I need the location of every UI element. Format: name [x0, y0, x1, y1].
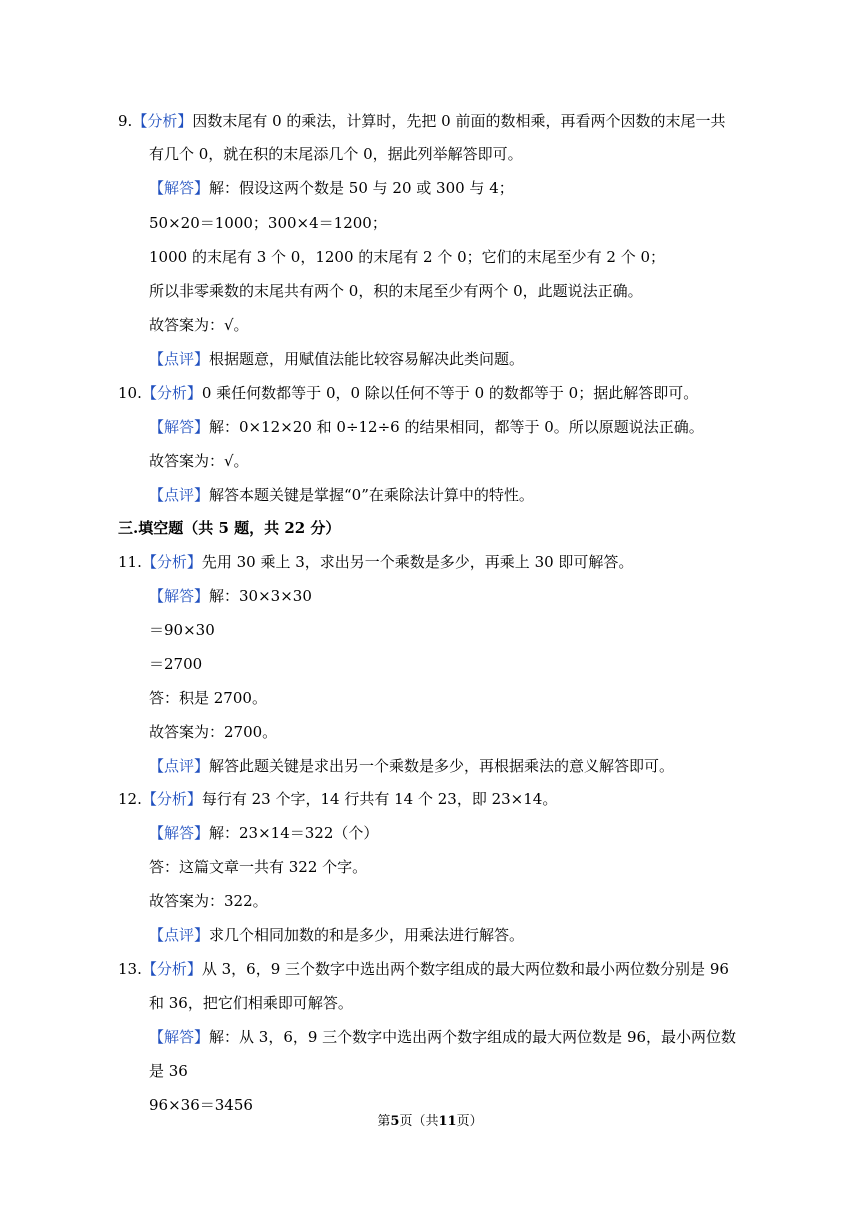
footer-page-number: 5 [390, 1114, 400, 1129]
q12-result: 故答案为：322。 [149, 892, 268, 910]
comment-tag: 【点评】 [149, 486, 210, 504]
comment-tag: 【点评】 [149, 926, 210, 944]
comment-tag: 【点评】 [149, 757, 210, 775]
q9-calc-3: 所以非零乘数的末尾共有两个 0，积的末尾至少有两个 0，此题说法正确。 [149, 282, 643, 300]
q9-answer-text: 解：假设这两个数是 50 与 20 或 300 与 4； [209, 179, 514, 197]
q13-analysis-line [118, 958, 729, 980]
q13-number: 13. [118, 960, 142, 978]
analysis-tag: 【分析】 [132, 112, 193, 130]
q13-calc: 96×36＝3456 [149, 1096, 253, 1114]
q9-number: 9. [118, 112, 133, 130]
q13-answer-text: 解：从 3，6，9 三个数字中选出两个数字组成的最大两位数是 96，最小两位数 [209, 1028, 737, 1046]
answer-tag: 【解答】 [149, 824, 210, 842]
q10-analysis-line [118, 382, 698, 404]
q11-step-2: ＝2700 [149, 655, 203, 673]
q13-answer-cont: 是 36 [149, 1062, 188, 1080]
q9-comment-line [149, 348, 524, 370]
footer-middle: 页（共 [399, 1114, 439, 1129]
footer-total-pages: 11 [438, 1114, 457, 1129]
q12-number: 12. [118, 790, 142, 808]
q11-result: 故答案为：2700。 [149, 723, 278, 741]
q11-reply: 答：积是 2700。 [149, 689, 267, 707]
page-footer [0, 1110, 860, 1129]
q9-calc-2: 1000 的末尾有 3 个 0，1200 的末尾有 2 个 0；它们的末尾至少有 2 个 0； [149, 248, 666, 266]
answer-tag: 【解答】 [149, 179, 210, 197]
q12-analysis-text: 每行有 23 个字，14 行共有 14 个 23，即 23×14。 [201, 790, 558, 808]
answer-tag: 【解答】 [149, 1028, 210, 1046]
q12-comment-line [149, 924, 524, 946]
q13-answer-line [149, 1026, 736, 1048]
q10-answer-text: 解：0×12×20 和 0÷12÷6 的结果相同，都等于 0。所以原题说法正确。 [209, 418, 704, 436]
footer-prefix: 第 [377, 1114, 391, 1129]
q9-analysis-text: 因数末尾有 0 的乘法，计算时，先把 0 前面的数相乘，再看两个因数的末尾一共 [192, 112, 726, 130]
q10-result: 故答案为：√。 [149, 452, 249, 470]
q11-analysis-line [118, 551, 633, 573]
q12-answer-text: 解：23×14＝322（个） [209, 824, 379, 842]
q11-analysis-text: 先用 30 乘上 3，求出另一个乘数是多少，再乘上 30 即可解答。 [201, 553, 634, 571]
comment-tag: 【点评】 [149, 350, 210, 368]
section-heading: 三.填空题（共 5 题，共 22 分） [118, 519, 341, 537]
analysis-tag: 【分析】 [141, 960, 202, 978]
q9-comment-text: 根据题意，用赋值法能比较容易解决此类问题。 [209, 350, 525, 368]
q10-comment-line [149, 484, 534, 506]
q9-result: 故答案为：√。 [149, 316, 249, 334]
q11-answer-text: 解：30×3×30 [209, 587, 312, 605]
q11-number: 11. [118, 553, 142, 571]
q9-answer-line [149, 177, 514, 199]
q10-number: 10. [118, 384, 142, 402]
q12-reply: 答：这篇文章一共有 322 个字。 [149, 858, 368, 876]
q13-analysis-cont: 和 36，把它们相乘即可解答。 [149, 994, 353, 1012]
q10-answer-line [149, 416, 704, 438]
q11-comment-text: 解答此题关键是求出另一个乘数是多少，再根据乘法的意义解答即可。 [209, 757, 675, 775]
analysis-tag: 【分析】 [141, 384, 202, 402]
q9-analysis-line [118, 110, 726, 132]
analysis-tag: 【分析】 [141, 790, 202, 808]
answer-tag: 【解答】 [149, 587, 210, 605]
analysis-tag: 【分析】 [141, 553, 202, 571]
q9-analysis-cont: 有几个 0，就在积的末尾添几个 0，据此列举解答即可。 [149, 145, 523, 163]
q10-analysis-text: 0 乘任何数都等于 0，0 除以任何不等于 0 的数都等于 0；据此解答即可。 [201, 384, 699, 402]
q11-comment-line [149, 755, 674, 777]
q12-answer-line [149, 822, 378, 844]
footer-suffix: 页） [456, 1114, 483, 1129]
q12-comment-text: 求几个相同加数的和是多少，用乘法进行解答。 [209, 926, 525, 944]
q10-comment-text: 解答本题关键是掌握“0”在乘除法计算中的特性。 [209, 486, 534, 504]
q11-answer-line [149, 585, 312, 607]
q13-analysis-text: 从 3，6，9 三个数字中选出两个数字组成的最大两位数和最小两位数分别是 96 [201, 960, 729, 978]
q9-calc-1: 50×20＝1000；300×4＝1200； [149, 214, 387, 232]
q11-step-1: ＝90×30 [149, 621, 215, 639]
answer-tag: 【解答】 [149, 418, 210, 436]
q12-analysis-line [118, 788, 557, 810]
